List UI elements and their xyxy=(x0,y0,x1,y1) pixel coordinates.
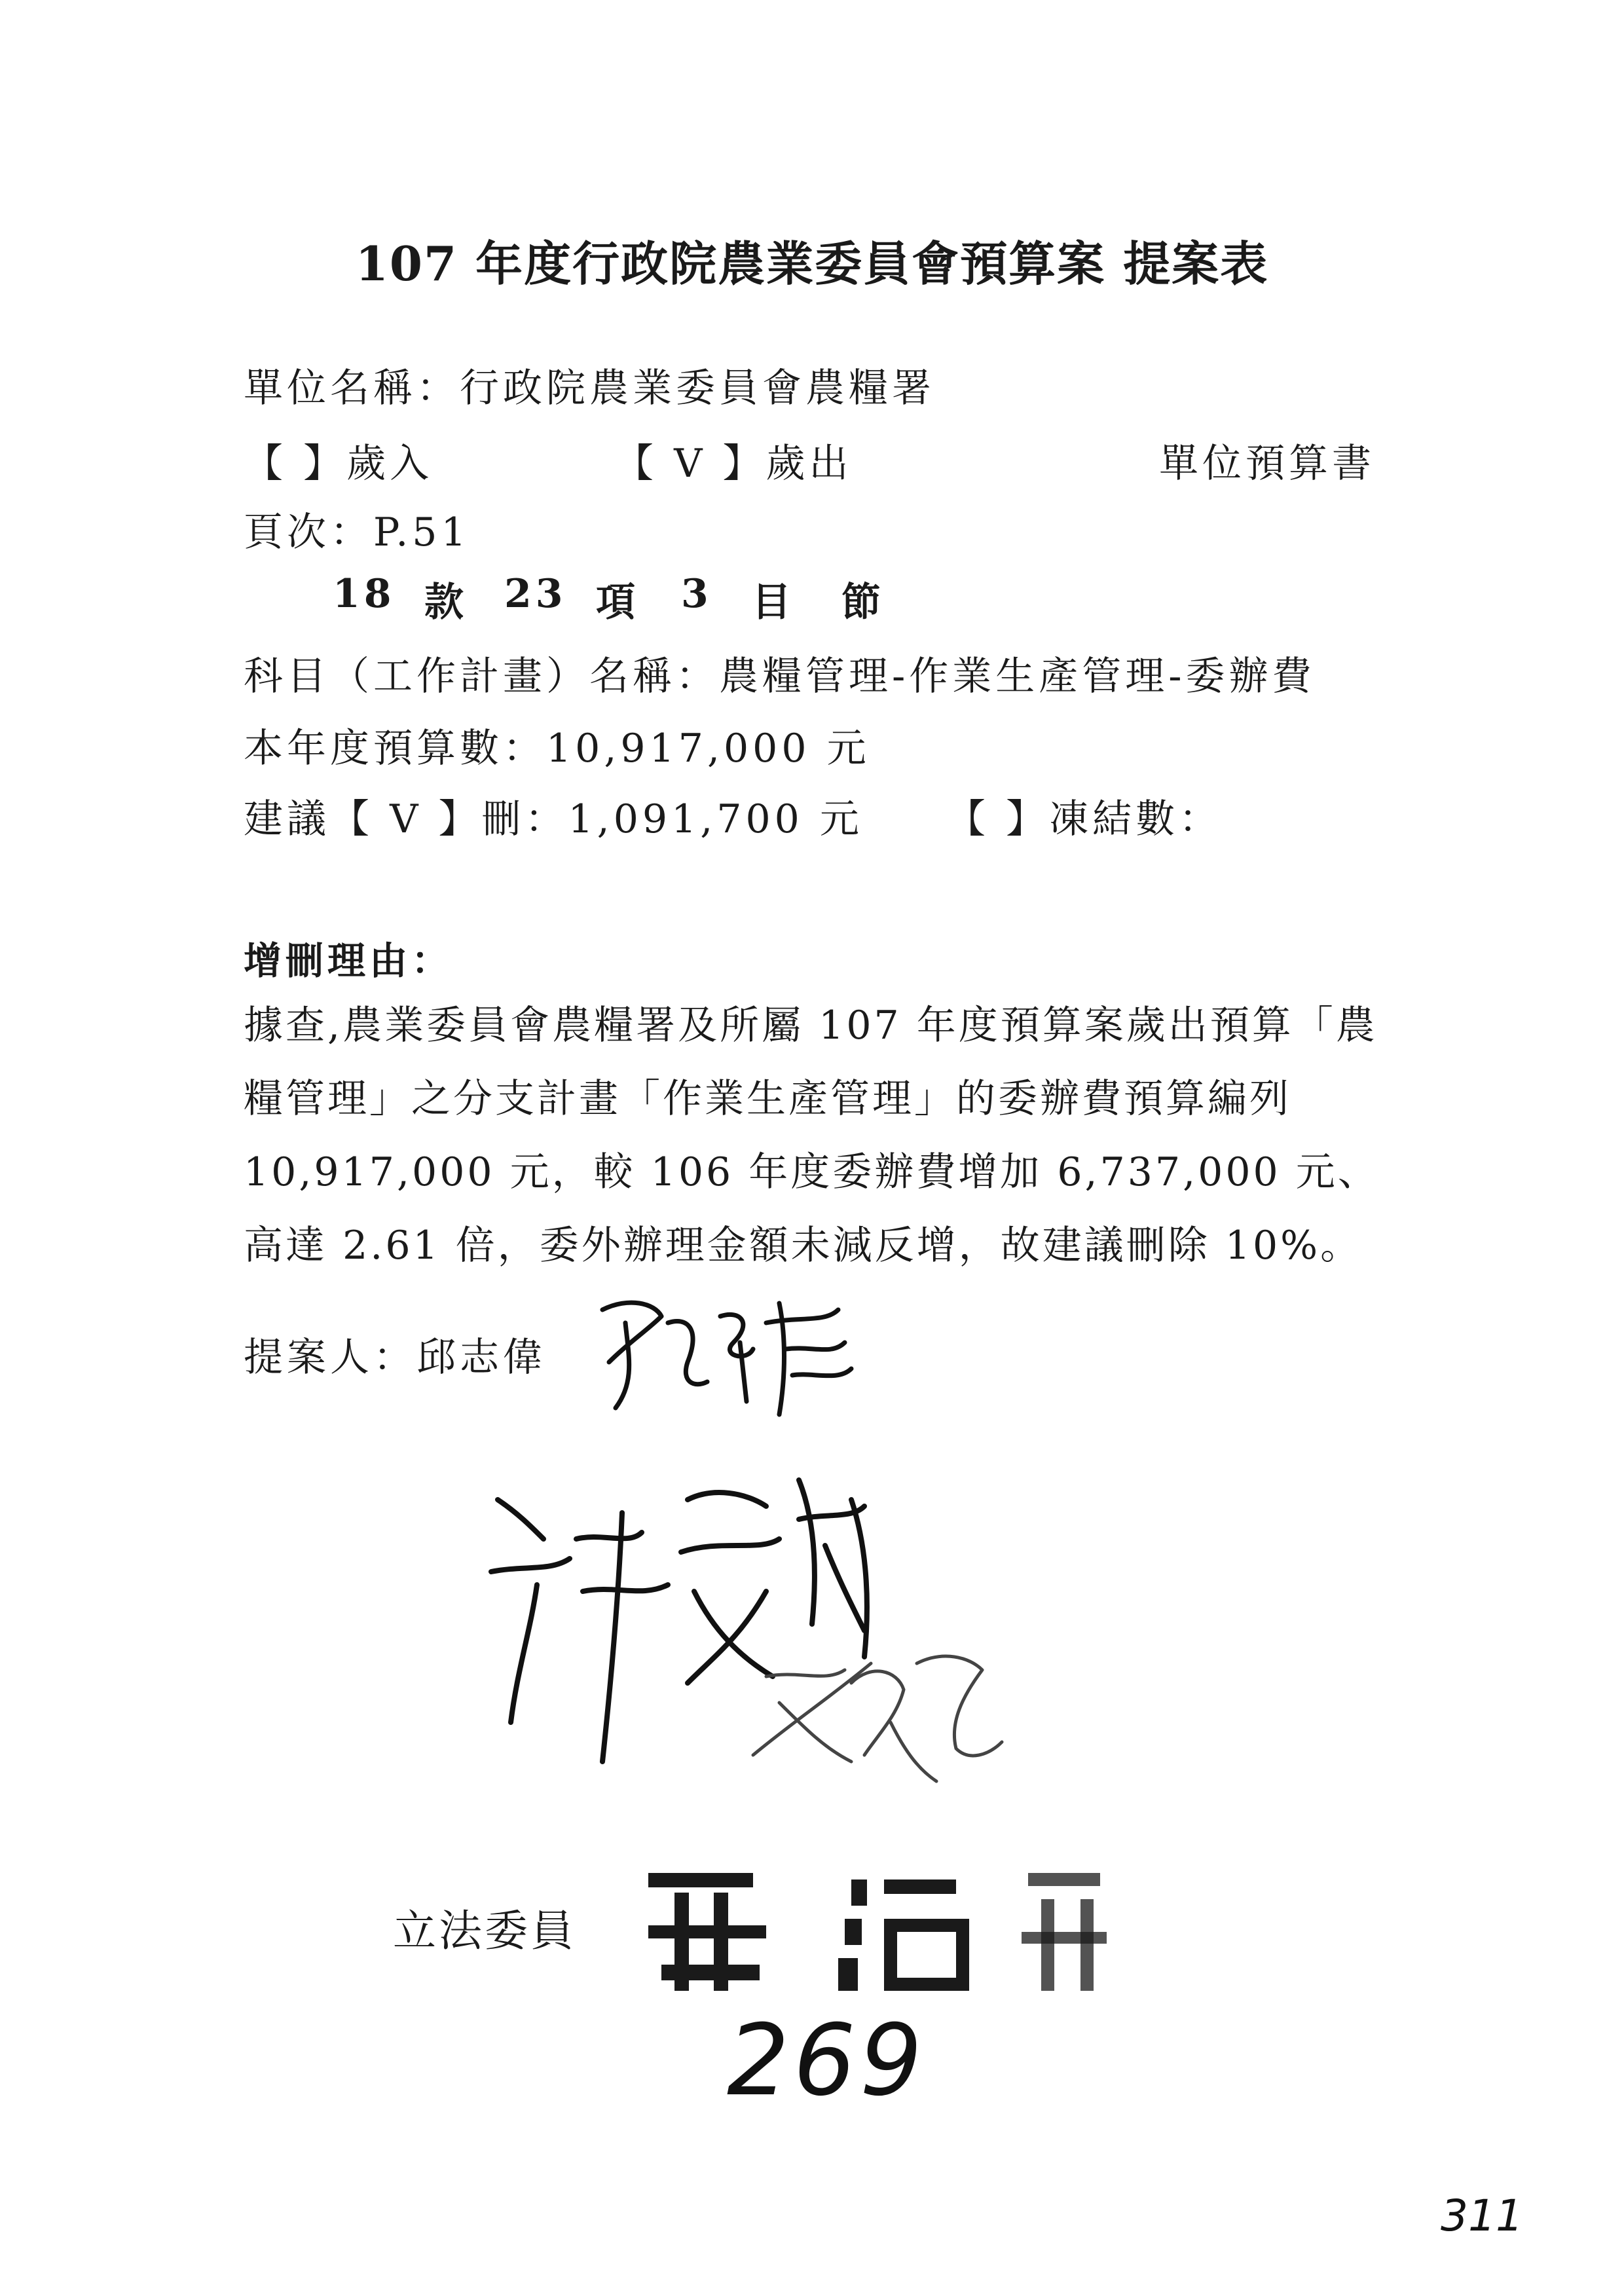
revenue-checkbox: 【 】歲入 xyxy=(244,441,434,487)
budget-book-label: 單位預算書 xyxy=(1159,441,1375,487)
legislator-name-stamp xyxy=(635,1853,1133,2004)
unit-name: 單位名稱：行政院農業委員會農糧署 xyxy=(244,365,935,411)
kuan-label: 款 xyxy=(424,580,468,625)
mu-label: 目 xyxy=(752,580,795,625)
expense-checkbox: 【 V 】歲出 xyxy=(614,441,853,487)
reason-heading: 增刪理由： xyxy=(244,938,454,983)
xiang-number: 23 xyxy=(504,571,567,617)
freeze-amount: 【 】凍結數： xyxy=(946,796,1223,842)
budget-amount: 本年度預算數：10,917,000 元 xyxy=(244,726,870,771)
reason-text: 據查,農業委員會農糧署及所屬 107 年度預算案歲出預算「農糧管理」之分支計畫「作業生產管理」的委辦費預算編列 10,917,000 元，較 106 年度委辦費增加 6,737,000 元、高達 2.61 倍，委外辦理金額未減反增，故建議刪除 10%。 xyxy=(244,1003,1380,1268)
subject-name: 科目（工作計畫）名稱：農糧管理-作業生產管理-委辦費 xyxy=(244,654,1316,699)
suggested-cut: 建議【 V 】刪：1,091,700 元 xyxy=(244,796,863,842)
signature-1 xyxy=(589,1284,877,1428)
signature-3 xyxy=(740,1624,1015,1794)
jie-label: 節 xyxy=(841,580,885,625)
handwritten-number: 269 xyxy=(727,2004,927,2118)
document-title: 107 年度行政院農業委員會預算案 提案表 xyxy=(355,236,1269,291)
legislator-label: 立法委員 xyxy=(393,1906,576,1956)
xiang-label: 項 xyxy=(596,580,639,625)
mu-number: 3 xyxy=(681,571,712,617)
page-number: 311 xyxy=(1441,2191,1523,2241)
page-reference: 頁次：P.51 xyxy=(244,509,470,555)
kuan-number: 18 xyxy=(333,571,396,617)
proposer: 提案人：邱志偉 xyxy=(244,1335,546,1380)
